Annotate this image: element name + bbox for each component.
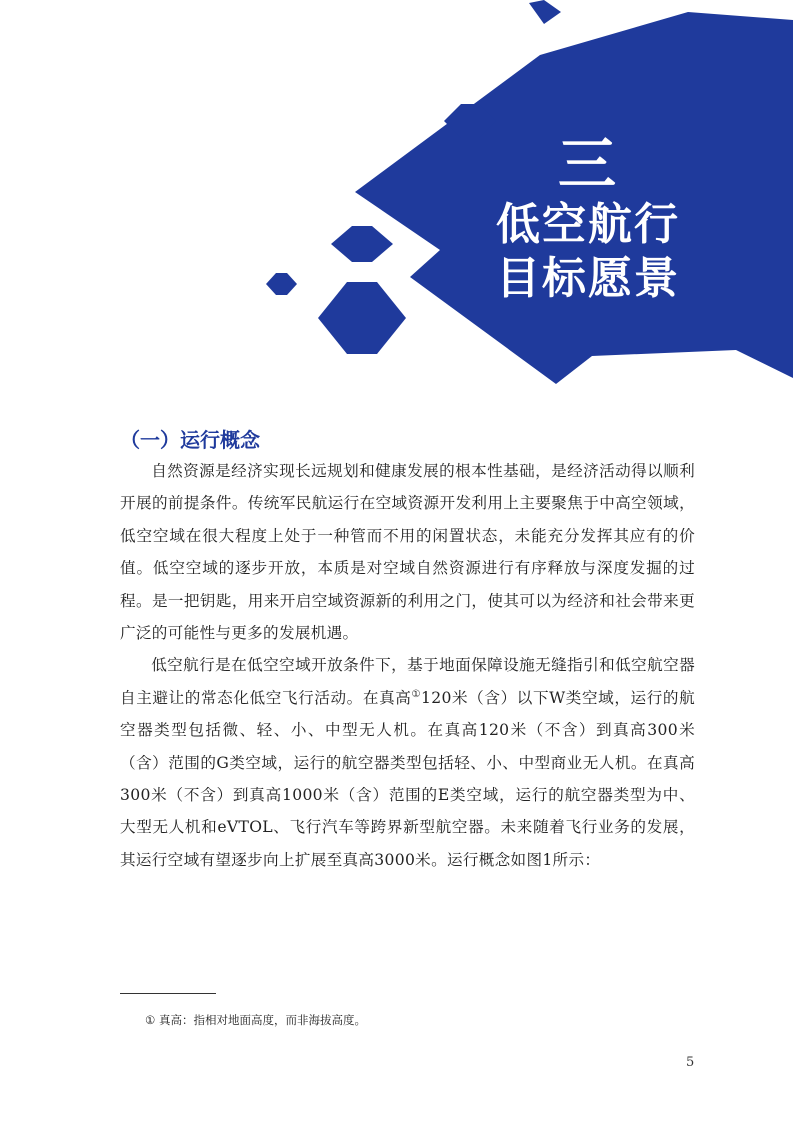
- decor-diamond: [529, 0, 561, 24]
- footnote-reference-mark[interactable]: ①: [411, 688, 422, 700]
- footnote: ① 真高：指相对地面高度，而非海拔高度。: [145, 1013, 366, 1027]
- decor-diamond: [331, 226, 393, 262]
- chapter-number: 三: [557, 130, 618, 198]
- paragraph-1: 自然资源是经济实现长远规划和健康发展的根本性基础，是经济活动得以顺利开展的前提条件。传统军民航运行在空域资源开发利用上主要聚焦于中高空领域，低空空域在很大程度上处于一种管而不用的闲置状态，未能充分发挥其应有的价值。低空空域的逐步开放，本质是对空域自然资源进行有序释放与深度发掘的过程。是一把钥匙，用来开启空域资源新的利用之门，使其可以为经济和社会带来更广泛的可能性与更多的发展机遇。: [120, 462, 695, 643]
- chapter-title: [488, 130, 688, 306]
- page-number: 5: [686, 1055, 695, 1070]
- paragraph-2: [120, 649, 695, 876]
- chapter-title-line-1: 低空航行: [496, 199, 680, 250]
- paragraph-2-part-1: 低空航行是在低空空域开放条件下，基于地面保障设施无缝指引和低空航空器自主避让的常态化低空飞行活动。在真高: [120, 656, 695, 707]
- decor-diamond: [318, 282, 406, 354]
- footnote-divider: [120, 993, 216, 994]
- paragraph-2-part-2: 120米（含）以下W类空域，运行的航空器类型包括微、轻、小、中型无人机。在真高120米（不含）到真高300米（含）范围的G类空域，运行的航空器类型包括轻、小、中型商业无人机。在真高300米（不含）到真高1000米（含）范围的E类空域，运行的航空器类型为中、大型无人机和eVTOL、飞行汽车等跨界新型航空器。未来随着飞行业务的发展，其运行空域有望逐步向上扩展至真高3000米。运行概念如图1所示：: [120, 688, 696, 869]
- chapter-title-line-2: 目标愿景: [496, 253, 680, 304]
- body-text: [120, 455, 695, 876]
- decor-diamond: [266, 273, 297, 295]
- section-heading: （一）运行概念: [120, 428, 260, 452]
